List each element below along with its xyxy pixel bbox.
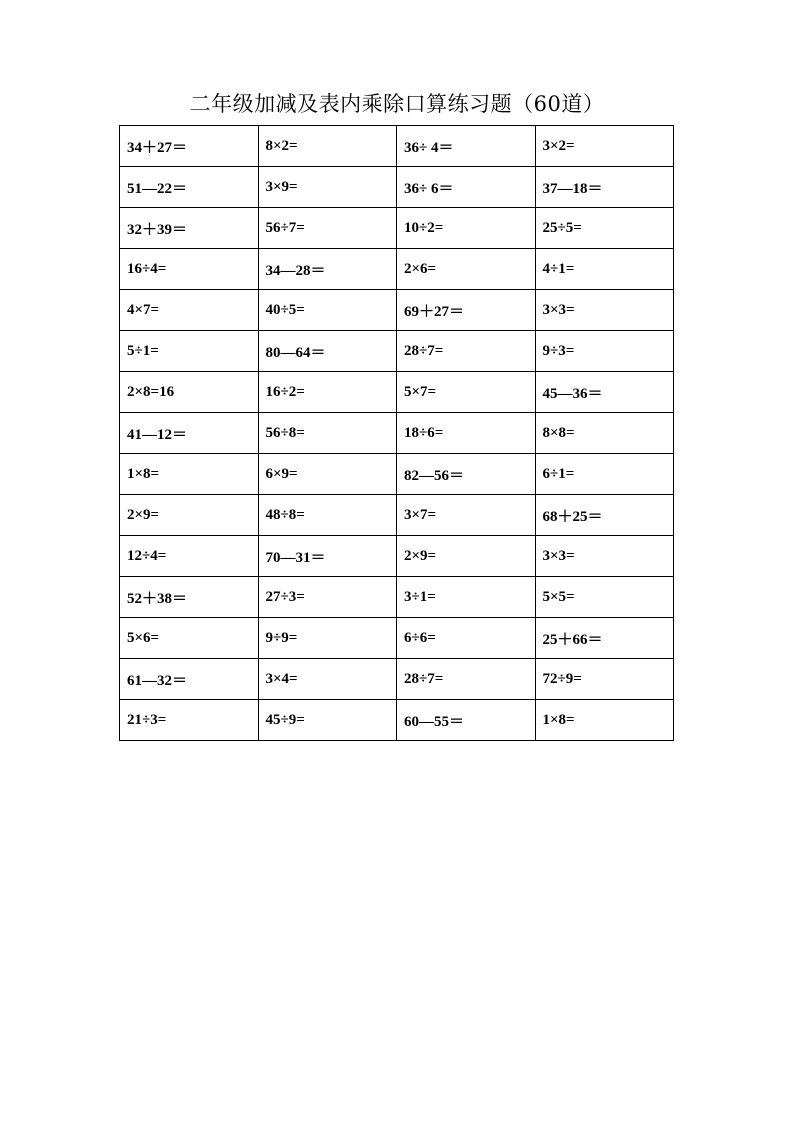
problem-cell: 27÷3= <box>258 577 397 618</box>
problem-cell: 3×2= <box>535 126 674 167</box>
problem-cell: 9÷3= <box>535 331 674 372</box>
problem-cell: 3×7= <box>397 495 536 536</box>
problem-cell: 45—36＝ <box>535 372 674 413</box>
problem-cell: 37—18＝ <box>535 167 674 208</box>
problem-cell: 34＋27＝ <box>120 126 259 167</box>
table-row <box>120 577 674 618</box>
page-title: 二年级加减及表内乘除口算练习题（60道） <box>189 92 605 116</box>
problem-cell: 25＋66＝ <box>535 618 674 659</box>
problem-cell: 69＋27＝ <box>397 290 536 331</box>
table-row <box>120 618 674 659</box>
problem-cell: 3×4= <box>258 659 397 700</box>
table-row <box>120 413 674 454</box>
problem-cell: 5×7= <box>397 372 536 413</box>
problem-cell: 51—22＝ <box>120 167 259 208</box>
exercise-table <box>119 125 674 741</box>
problem-cell: 1×8= <box>120 454 259 495</box>
problem-cell: 48÷8= <box>258 495 397 536</box>
table-row <box>120 372 674 413</box>
problem-cell: 16÷4= <box>120 249 259 290</box>
table-row <box>120 126 674 167</box>
problem-cell: 4×7= <box>120 290 259 331</box>
table-row <box>120 700 674 741</box>
problem-cell: 56÷7= <box>258 208 397 249</box>
problem-cell: 61—32＝ <box>120 659 259 700</box>
table-row <box>120 249 674 290</box>
problem-cell: 18÷6= <box>397 413 536 454</box>
problem-cell: 6×9= <box>258 454 397 495</box>
problem-cell: 4÷1= <box>535 249 674 290</box>
table-row <box>120 290 674 331</box>
problem-cell: 45÷9= <box>258 700 397 741</box>
problem-cell: 2×9= <box>120 495 259 536</box>
problem-cell: 40÷5= <box>258 290 397 331</box>
problem-cell: 72÷9= <box>535 659 674 700</box>
table-row <box>120 659 674 700</box>
problem-cell: 1×8= <box>535 700 674 741</box>
problem-cell: 56÷8= <box>258 413 397 454</box>
problem-cell: 34—28＝ <box>258 249 397 290</box>
problem-cell: 9÷9= <box>258 618 397 659</box>
problem-cell: 8×8= <box>535 413 674 454</box>
problem-cell: 3×9= <box>258 167 397 208</box>
problem-cell: 41—12＝ <box>120 413 259 454</box>
table-row <box>120 495 674 536</box>
problem-cell: 3×3= <box>535 290 674 331</box>
problem-cell: 60—55＝ <box>397 700 536 741</box>
table-row <box>120 536 674 577</box>
problem-cell: 28÷7= <box>397 659 536 700</box>
problem-cell: 36÷ 6＝ <box>397 167 536 208</box>
problem-cell: 3÷1= <box>397 577 536 618</box>
problem-cell: 28÷7= <box>397 331 536 372</box>
problem-cell: 6÷6= <box>397 618 536 659</box>
problem-cell: 8×2= <box>258 126 397 167</box>
table-row <box>120 208 674 249</box>
problem-cell: 52＋38＝ <box>120 577 259 618</box>
problem-cell: 6÷1= <box>535 454 674 495</box>
problem-cell: 70—31＝ <box>258 536 397 577</box>
problem-cell: 5×5= <box>535 577 674 618</box>
problem-cell: 2×8=16 <box>120 372 259 413</box>
problem-cell: 32＋39＝ <box>120 208 259 249</box>
problem-cell: 5×6= <box>120 618 259 659</box>
problem-cell: 2×9= <box>397 536 536 577</box>
table-row <box>120 167 674 208</box>
problem-cell: 3×3= <box>535 536 674 577</box>
problem-cell: 5÷1= <box>120 331 259 372</box>
problem-cell: 68＋25＝ <box>535 495 674 536</box>
table-row <box>120 454 674 495</box>
problem-cell: 25÷5= <box>535 208 674 249</box>
problem-cell: 80—64＝ <box>258 331 397 372</box>
problem-cell: 10÷2= <box>397 208 536 249</box>
problem-cell: 21÷3= <box>120 700 259 741</box>
problem-cell: 2×6= <box>397 249 536 290</box>
problem-cell: 12÷4= <box>120 536 259 577</box>
problem-cell: 82—56＝ <box>397 454 536 495</box>
problem-cell: 16÷2= <box>258 372 397 413</box>
exercise-table-body <box>120 126 674 741</box>
problem-cell: 36÷ 4＝ <box>397 126 536 167</box>
table-row <box>120 331 674 372</box>
